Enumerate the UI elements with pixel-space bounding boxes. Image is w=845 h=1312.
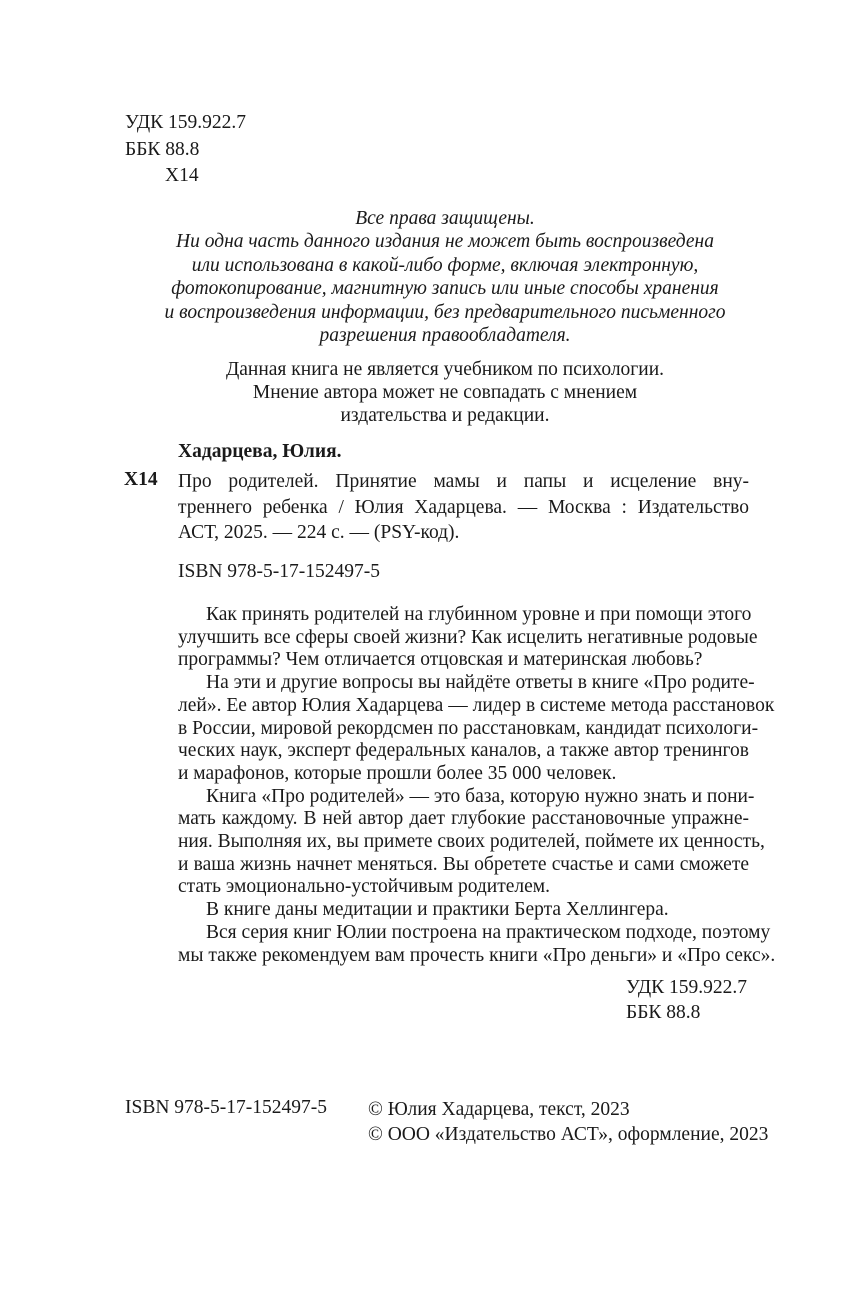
copyright-line: © Юлия Хадарцева, текст, 2023 bbox=[368, 1099, 630, 1120]
annotation-line: Как принять родителей на глубинном уровне и при помощи этого bbox=[206, 604, 752, 625]
copyright-line: © ООО «Издательство АСТ», оформление, 2023 bbox=[368, 1124, 769, 1145]
disclaimer-line: Данная книга не является учебником по психологии. bbox=[225, 359, 665, 380]
annotation-line: ческих наук, эксперт федеральных каналов, а также автор тренингов bbox=[178, 740, 749, 762]
copyright-notices bbox=[368, 1097, 768, 1147]
annotation-line: и ваша жизнь начнет меняться. Вы обретете счастье и сами сможете bbox=[178, 853, 749, 875]
biblio-line: треннего ребенка / Юлия Хадарцева. — Москва : Издательство bbox=[178, 496, 749, 518]
rights-line: и воспроизведения информации, без предварительного письменного bbox=[164, 301, 726, 323]
biblio-line: АСТ, 2025. — 224 с. — (PSY-код). bbox=[178, 522, 460, 543]
classification-codes bbox=[125, 110, 246, 190]
annotation-classification-codes bbox=[626, 975, 747, 1025]
rights-line: Все права защищены. bbox=[355, 208, 535, 229]
author-marker: Х14 bbox=[124, 469, 158, 490]
disclaimer-notice bbox=[120, 358, 770, 427]
author-heading: Хадарцева, Юлия. bbox=[178, 441, 342, 462]
annotation-line: мы также рекомендуем вам прочесть книги «Про деньги» и «Про секс». bbox=[178, 944, 776, 966]
rights-line: Ни одна часть данного издания не может быть воспроизведена bbox=[176, 231, 714, 253]
annotation-line: и марафонов, которые прошли более 35 000 человек. bbox=[178, 762, 617, 784]
isbn: ISBN 978-5-17-152497-5 bbox=[178, 561, 381, 582]
rights-line: или использована в какой-либо форме, включая электронную, bbox=[191, 254, 699, 276]
annotation-line: улучшить все сферы своей жизни? Как исцелить негативные родовые bbox=[178, 626, 758, 648]
annotation-line: лей». Ее автор Юлия Хадарцева — лидер в системе метода расстановок bbox=[178, 694, 775, 716]
rights-line: фотокопирование, магнитную запись или иные способы хранения bbox=[171, 278, 719, 300]
annotation-line: ния. Выполняя их, вы примете своих родителей, поймете их ценность, bbox=[178, 831, 765, 853]
bbk-code: ББК 88.8 bbox=[626, 1002, 701, 1023]
footer-isbn: ISBN 978-5-17-152497-5 bbox=[125, 1097, 328, 1118]
annotation-line: стать эмоционально-устойчивым родителем. bbox=[178, 876, 551, 898]
annotation-line: Вся серия книг Юлии построена на практическом подходе, поэтому bbox=[206, 921, 771, 943]
rights-line: разрешения правообладателя. bbox=[319, 325, 571, 347]
rights-notice bbox=[120, 207, 770, 347]
udk-code: УДК 159.922.7 bbox=[626, 977, 748, 998]
udk-code: УДК 159.922.7 bbox=[125, 112, 247, 133]
annotation-line: программы? Чем отличается отцовская и материнская любовь? bbox=[178, 649, 703, 671]
annotation bbox=[178, 604, 776, 967]
bibliographic-description bbox=[178, 469, 749, 546]
author-mark-code: Х14 bbox=[165, 165, 199, 186]
annotation-line: В книге даны медитации и практики Берта Хеллингера. bbox=[206, 899, 669, 921]
disclaimer-line: Мнение автора может не совпадать с мнением bbox=[252, 382, 638, 403]
annotation-line: На эти и другие вопросы вы найдёте ответы в книге «Про родите- bbox=[206, 672, 755, 694]
annotation-line: Книга «Про родителей» — это база, которую нужно знать и пони- bbox=[206, 785, 755, 807]
annotation-line: мать каждому. В ней автор дает глубокие расстановочные упражне- bbox=[178, 808, 749, 830]
biblio-line: Про родителей. Принятие мамы и папы и исцеление вну- bbox=[178, 471, 749, 492]
disclaimer-line: издательства и редакции. bbox=[340, 405, 550, 426]
bbk-code: ББК 88.8 bbox=[125, 138, 200, 160]
annotation-line: в России, мировой рекордсмен по расстановкам, кандидат психологи- bbox=[178, 717, 759, 739]
